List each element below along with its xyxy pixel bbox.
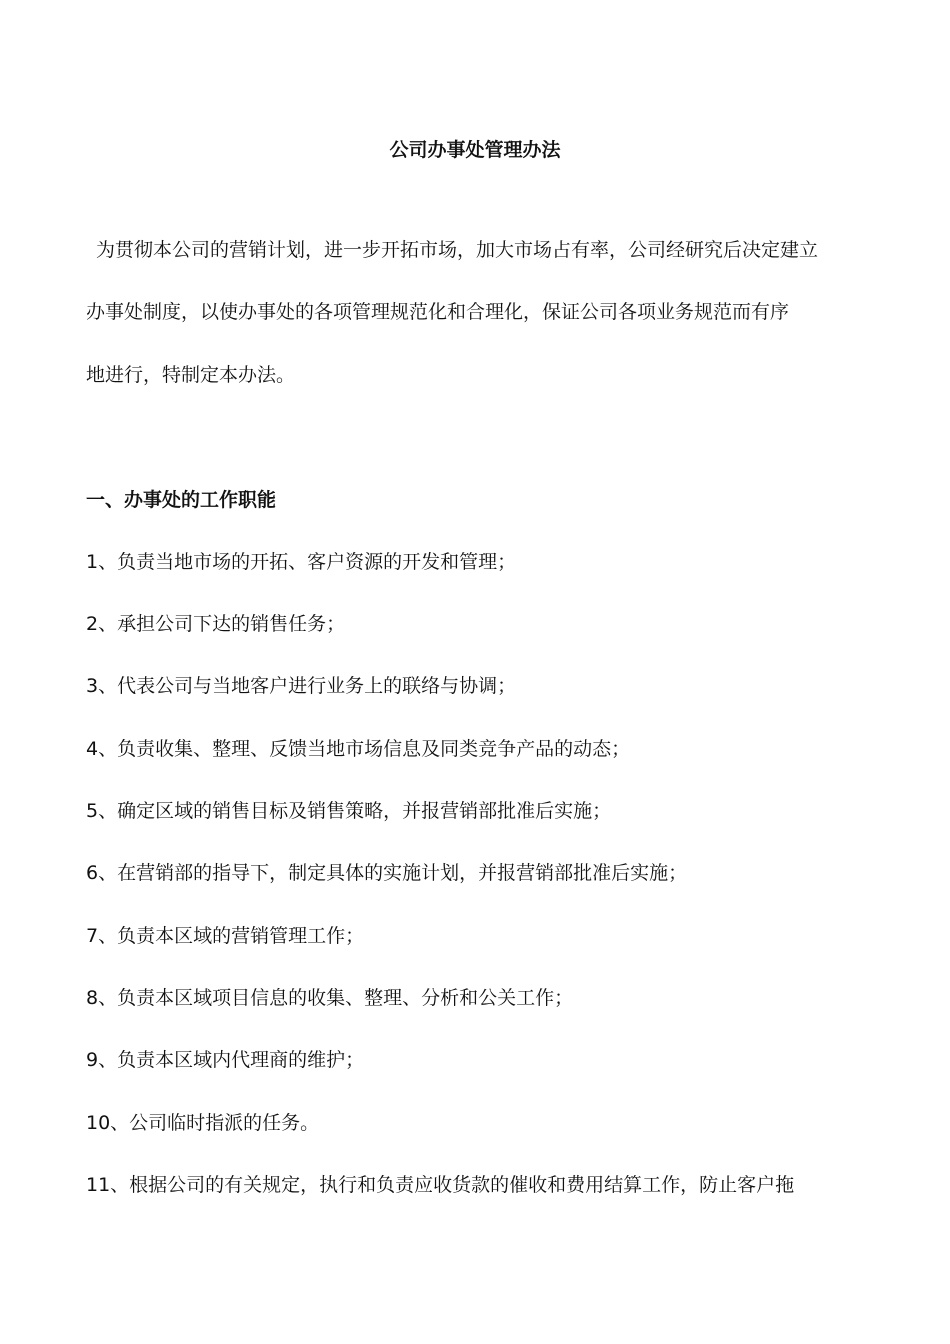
list-item: 7、负责本区域的营销管理工作； <box>86 925 365 947</box>
document-title: 公司办事处管理办法 <box>389 139 561 161</box>
intro-line: 办事处制度，以使办事处的各项管理规范化和合理化，保证公司各项业务规范而有序 <box>86 301 790 323</box>
section-heading: 一、办事处的工作职能 <box>86 489 277 511</box>
intro-line: 为贯彻本公司的营销计划，进一步开拓市场，加大市场占有率，公司经研究后决定建立 <box>96 239 819 261</box>
list-item: 1、负责当地市场的开拓、客户资源的开发和管理； <box>86 551 517 573</box>
list-item: 2、承担公司下达的销售任务； <box>86 613 346 635</box>
list-item: 5、确定区域的销售目标及销售策略，并报营销部批准后实施； <box>86 800 612 822</box>
list-item: 8、负责本区域项目信息的收集、整理、分析和公关工作； <box>86 987 574 1009</box>
list-item: 11、根据公司的有关规定，执行和负责应收货款的催收和费用结算工作，防止客户拖 <box>86 1174 795 1196</box>
intro-line: 地进行，特制定本办法。 <box>86 364 296 386</box>
list-item: 10、公司临时指派的任务。 <box>86 1112 320 1134</box>
list-item: 3、代表公司与当地客户进行业务上的联络与协调； <box>86 675 517 697</box>
list-item: 4、负责收集、整理、反馈当地市场信息及同类竞争产品的动态； <box>86 738 631 760</box>
list-item: 6、在营销部的指导下，制定具体的实施计划，并报营销部批准后实施； <box>86 862 688 884</box>
list-item: 9、负责本区域内代理商的维护； <box>86 1049 365 1071</box>
